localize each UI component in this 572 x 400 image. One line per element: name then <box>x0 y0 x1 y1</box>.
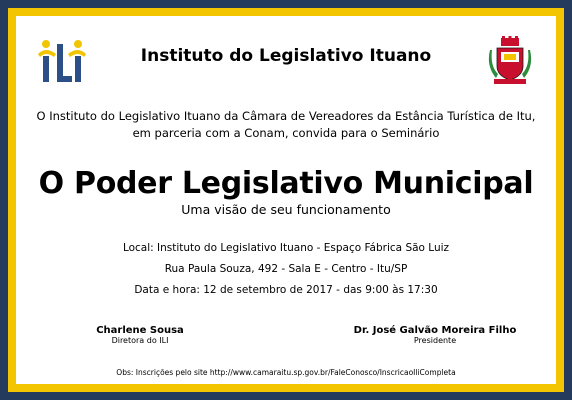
event-subtitle: Uma visão de seu funcionamento <box>181 202 391 217</box>
registration-footnote: Obs: Inscrições pelo site http://www.camaraitu.sp.gov.br/FaleConosco/InscricaoIliCompleta <box>116 368 456 377</box>
signatory-role: Presidente <box>413 336 457 345</box>
event-location: Local: Instituto do Legislativo Ituano - Espaço Fábrica São Luiz <box>122 242 450 254</box>
crest-emblem <box>504 54 516 60</box>
signatory-name: Charlene Sousa <box>96 325 184 336</box>
signature-left <box>60 325 220 345</box>
crest-ribbon <box>494 79 526 84</box>
event-datetime: Data e hora: 12 de setembro de 2017 - das 9:00 às 17:30 <box>134 284 438 296</box>
crest-crown-tooth <box>502 36 505 39</box>
signatory-name: Dr. José Galvão Moreira Filho <box>353 325 517 336</box>
event-title: O Poder Legislativo Municipal <box>38 166 534 201</box>
municipal-crest <box>488 36 532 86</box>
crest-crown <box>501 38 519 46</box>
event-address: Rua Paula Souza, 492 - Sala E - Centro - Itu/SP <box>164 263 408 275</box>
crest-crown-tooth <box>509 36 512 39</box>
signature-right <box>330 325 540 345</box>
crest-crown-tooth <box>515 36 518 39</box>
signatory-role: Diretora do ILI <box>111 336 169 345</box>
header-title: Instituto do Legislativo Ituano <box>140 46 432 66</box>
event-details <box>0 238 572 301</box>
intro-text: O Instituto do Legislativo Ituano da Câmara de Vereadores da Estância Turística de Itu, em parceria com a Conam, convida para o Seminário <box>36 109 536 140</box>
